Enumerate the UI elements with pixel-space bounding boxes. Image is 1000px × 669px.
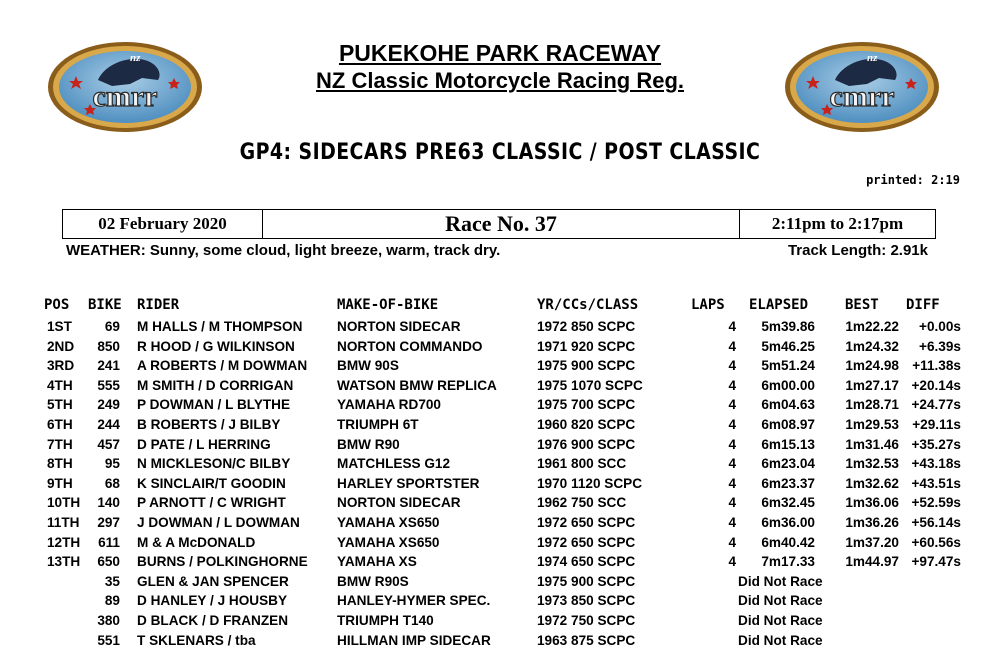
diff: +60.56s <box>911 534 961 550</box>
result-row <box>0 395 1000 415</box>
dnr-status: Did Not Race <box>738 573 823 589</box>
elapsed: 7m17.33 <box>761 554 815 570</box>
rider: T SKLENARS / tba <box>137 632 256 648</box>
rider: GLEN & JAN SPENCER <box>137 573 289 589</box>
elapsed: 5m51.24 <box>761 358 815 374</box>
result-row <box>0 415 1000 435</box>
make: NORTON COMMANDO <box>337 338 483 354</box>
result-row <box>0 513 1000 533</box>
pos: 1ST <box>47 319 72 334</box>
diff: +35.27s <box>911 436 961 452</box>
make: MATCHLESS G12 <box>337 456 451 472</box>
make: WATSON BMW REPLICA <box>337 377 497 393</box>
best-lap: 1m36.26 <box>845 514 899 530</box>
pos: 7TH <box>47 436 73 452</box>
bike-number: 69 <box>104 319 120 334</box>
diff: +56.14s <box>911 514 961 530</box>
col-header-pos: POS <box>44 297 70 313</box>
col-header-diff: DIFF <box>906 297 940 313</box>
race-time: 2:11pm to 2:17pm <box>771 214 904 233</box>
bike-number: 555 <box>97 377 120 393</box>
class: 1962 750 SCC <box>537 495 627 511</box>
diff: +43.51s <box>911 475 961 491</box>
rider: M & A McDONALD <box>137 534 256 550</box>
pos: 4TH <box>47 377 73 393</box>
dnr-status: Did Not Race <box>738 632 823 648</box>
rider: M SMITH / D CORRIGAN <box>137 377 294 393</box>
elapsed: 6m23.37 <box>761 475 815 491</box>
make: YAMAHA XS650 <box>337 534 440 550</box>
diff: +29.11s <box>912 416 961 432</box>
race-date: 02 February 2020 <box>63 210 263 238</box>
pos: 12TH <box>47 534 81 550</box>
result-row <box>0 337 1000 357</box>
make: HARLEY SPORTSTER <box>337 475 480 491</box>
elapsed: 6m23.04 <box>761 456 815 472</box>
pos: 6TH <box>47 416 73 432</box>
rider: D BLACK / D FRANZEN <box>137 612 289 628</box>
make: NORTON SIDECAR <box>337 319 461 334</box>
elapsed: 6m04.63 <box>761 397 815 413</box>
result-row <box>0 317 1000 337</box>
laps: 4 <box>728 554 736 570</box>
laps: 4 <box>728 514 736 530</box>
bike-number: 650 <box>97 554 120 570</box>
make: HANLEY-HYMER SPEC. <box>337 593 491 609</box>
best-lap: 1m32.53 <box>845 456 899 472</box>
class: 1975 1070 SCPC <box>537 377 643 393</box>
class: 1963 875 SCPC <box>537 632 636 648</box>
make: YAMAHA XS650 <box>337 514 440 530</box>
col-header-laps: LAPS <box>691 297 725 313</box>
race-number: Race No. 37 <box>263 210 740 238</box>
laps: 4 <box>728 377 736 393</box>
logo-small-text: nz <box>130 52 141 64</box>
class: 1975 700 SCPC <box>537 397 636 413</box>
best-lap: 1m37.20 <box>845 534 899 550</box>
make: BMW 90S <box>337 358 399 374</box>
best-lap: 1m32.62 <box>845 475 899 491</box>
laps: 4 <box>728 456 736 472</box>
result-row <box>0 533 1000 553</box>
make: TRIUMPH T140 <box>337 612 434 628</box>
bike-number: 249 <box>97 397 120 413</box>
best-lap: 1m24.98 <box>845 358 899 374</box>
printed-time: printed: 2:19 <box>866 173 960 187</box>
make: YAMAHA RD700 <box>337 397 441 413</box>
class: 1970 1120 SCPC <box>537 475 643 491</box>
elapsed: 5m46.25 <box>761 338 815 354</box>
diff: +24.77s <box>911 397 961 413</box>
bike-number: 380 <box>97 612 120 628</box>
bike-number: 68 <box>104 475 120 491</box>
rider: N MICKLESON/C BILBY <box>137 456 291 472</box>
bike-number: 850 <box>97 338 120 354</box>
best-lap: 1m27.17 <box>845 377 899 393</box>
make: HILLMAN IMP SIDECAR <box>337 632 491 648</box>
laps: 4 <box>728 319 736 334</box>
rider: BURNS / POLKINGHORNE <box>137 554 308 570</box>
rider: A ROBERTS / M DOWMAN <box>137 358 308 374</box>
pos: 2ND <box>47 338 75 354</box>
bike-number: 457 <box>97 436 120 452</box>
diff: +43.18s <box>911 456 961 472</box>
result-row <box>0 552 1000 572</box>
diff: +0.00s <box>919 319 961 334</box>
laps: 4 <box>728 534 736 550</box>
rider: K SINCLAIR/T GOODIN <box>137 475 286 491</box>
make: YAMAHA XS <box>337 554 417 570</box>
results-table <box>0 317 1000 650</box>
dnr-row <box>0 591 1000 611</box>
rider: D PATE / L HERRING <box>137 436 271 452</box>
best-lap: 1m31.46 <box>845 436 899 452</box>
rider: M HALLS / M THOMPSON <box>137 319 303 334</box>
elapsed: 6m40.42 <box>761 534 815 550</box>
class: 1975 900 SCPC <box>537 358 636 374</box>
best-lap: 1m29.53 <box>845 416 899 432</box>
class: 1972 750 SCPC <box>537 612 636 628</box>
laps: 4 <box>728 436 736 452</box>
col-header-class: YR/CCs/CLASS <box>537 297 639 313</box>
laps: 4 <box>728 475 736 491</box>
bike-number: 35 <box>104 573 120 589</box>
class: 1960 820 SCPC <box>537 416 636 432</box>
result-row <box>0 435 1000 455</box>
class: 1973 850 SCPC <box>537 593 636 609</box>
best-lap: 1m22.22 <box>845 319 899 334</box>
result-row <box>0 474 1000 494</box>
pos: 13TH <box>47 554 81 570</box>
pos: 10TH <box>47 495 81 511</box>
elapsed: 5m39.86 <box>761 319 815 334</box>
pos: 5TH <box>47 397 73 413</box>
weather-text: WEATHER: Sunny, some cloud, light breeze, warm, track dry. <box>66 242 501 259</box>
diff: +97.47s <box>911 554 961 570</box>
elapsed: 6m32.45 <box>761 495 815 511</box>
laps: 4 <box>728 416 736 432</box>
class: 1971 920 SCPC <box>537 338 636 354</box>
result-row <box>0 493 1000 513</box>
class: 1975 900 SCPC <box>537 573 636 589</box>
bike-number: 551 <box>97 632 120 648</box>
result-row <box>0 454 1000 474</box>
class: 1974 650 SCPC <box>537 554 636 570</box>
diff: +20.14s <box>911 377 961 393</box>
class: 1972 650 SCPC <box>537 534 636 550</box>
pos: 3RD <box>47 358 75 374</box>
rider: B ROBERTS / J BILBY <box>137 416 281 432</box>
logo-text: cmrr <box>829 80 895 113</box>
result-row <box>0 356 1000 376</box>
pos: 11TH <box>47 514 80 530</box>
best-lap: 1m24.32 <box>845 338 899 354</box>
dnr-status: Did Not Race <box>738 612 823 628</box>
make: BMW R90 <box>337 436 400 452</box>
diff: +6.39s <box>919 338 961 354</box>
race-info-box <box>62 209 936 239</box>
bike-number: 140 <box>97 495 120 511</box>
class: 1976 900 SCPC <box>537 436 636 452</box>
col-header-make: MAKE-OF-BIKE <box>337 297 439 313</box>
dnr-row <box>0 611 1000 631</box>
elapsed: 6m08.97 <box>761 416 815 432</box>
col-header-best: BEST <box>845 297 879 313</box>
rider: R HOOD / G WILKINSON <box>137 338 295 354</box>
rider: D HANLEY / J HOUSBY <box>137 593 288 609</box>
dnr-status: Did Not Race <box>738 593 823 609</box>
col-header-rider: RIDER <box>137 297 180 313</box>
logo-small-text: nz <box>867 52 878 64</box>
dnr-row <box>0 631 1000 651</box>
bike-number: 95 <box>104 456 120 472</box>
col-header-bike: BIKE <box>88 297 122 313</box>
rider: P DOWMAN / L BLYTHE <box>137 397 291 413</box>
laps: 4 <box>728 338 736 354</box>
diff: +52.59s <box>911 495 961 511</box>
class: 1972 850 SCPC <box>537 319 636 334</box>
logo-text: cmrr <box>92 80 158 113</box>
col-header-elapsed: ELAPSED <box>749 297 809 313</box>
bike-number: 89 <box>104 593 120 609</box>
best-lap: 1m44.97 <box>845 554 899 570</box>
best-lap: 1m28.71 <box>845 397 899 413</box>
pos: 8TH <box>47 456 73 472</box>
make: NORTON SIDECAR <box>337 495 461 511</box>
elapsed: 6m00.00 <box>761 377 815 393</box>
bike-number: 611 <box>98 534 120 550</box>
pos: 9TH <box>47 475 73 491</box>
race-class-title: GP4: SIDECARS PRE63 CLASSIC / POST CLASSIC <box>239 140 761 165</box>
venue-title: PUKEKOHE PARK RACEWAY <box>338 40 662 66</box>
rider: P ARNOTT / C WRIGHT <box>137 495 286 511</box>
dnr-row <box>0 572 1000 592</box>
elapsed: 6m36.00 <box>761 514 815 530</box>
class: 1972 650 SCPC <box>537 514 636 530</box>
laps: 4 <box>728 358 736 374</box>
laps: 4 <box>728 495 736 511</box>
elapsed: 6m15.13 <box>761 436 815 452</box>
organiser-title: NZ Classic Motorcycle Racing Reg. <box>316 68 684 93</box>
best-lap: 1m36.06 <box>845 495 899 511</box>
bike-number: 241 <box>97 358 120 374</box>
laps: 4 <box>728 397 736 413</box>
diff: +11.38s <box>912 358 961 374</box>
bike-number: 244 <box>97 416 120 432</box>
make: BMW R90S <box>337 573 409 589</box>
class: 1961 800 SCC <box>537 456 627 472</box>
result-row <box>0 376 1000 396</box>
rider: J DOWMAN / L DOWMAN <box>137 514 300 530</box>
bike-number: 297 <box>97 514 120 530</box>
track-length: Track Length: 2.91k <box>787 242 928 259</box>
make: TRIUMPH 6T <box>337 416 419 432</box>
